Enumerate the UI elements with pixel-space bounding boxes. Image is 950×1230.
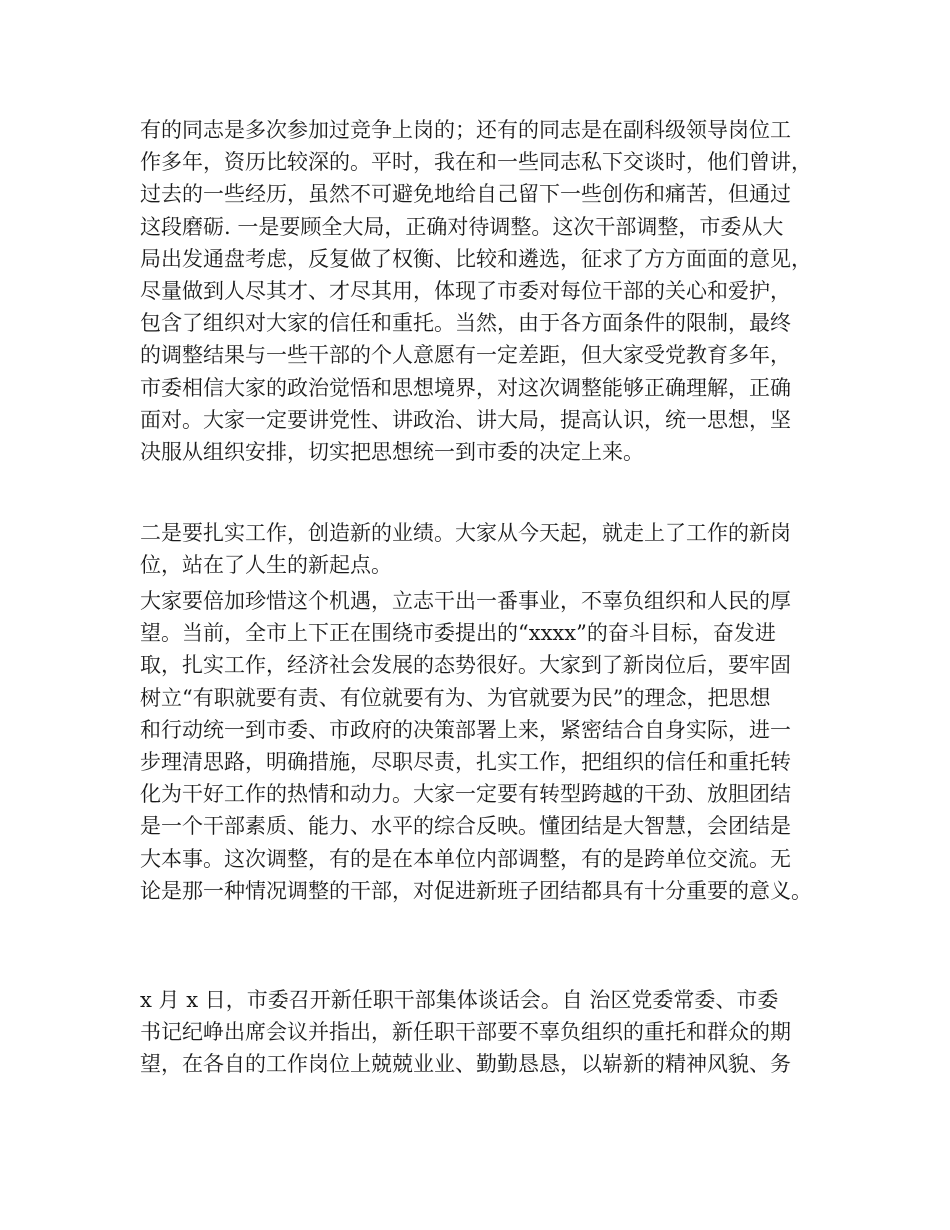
text-line: 决服从组织安排，切实把思想统一到市委的决定上来。: [140, 439, 644, 464]
text-line: 有的同志是多次参加过竞争上岗的；还有的同志是在副科级领导岗位工: [140, 118, 791, 142]
text-line: 书记纪峥出席会议并指出，新任职干部要不辜负组织的重托和群众的期: [140, 1020, 791, 1045]
text-line: 树立“有职就要有责、有位就要有为、为官就要为民”的理念，把思想: [140, 685, 771, 710]
text-line: 取，扎实工作，经济社会发展的态势很好。大家到了新岗位后，要牢固: [140, 653, 791, 678]
text-line: 步理清思路，明确措施，尽职尽责，扎实工作，把组织的信任和重托转: [140, 749, 791, 774]
text-line: 的调整结果与一些干部的个人意愿有一定差距，但大家受党教育多年，: [140, 343, 791, 368]
text-line: x 月 x 日，市委召开新任职干部集体谈话会。自 治区党委常委、市委: [140, 988, 779, 1012]
text-line: 市委相信大家的政治觉悟和思想境界，对这次调整能够正确理解，正确: [140, 375, 791, 400]
text-line: 大家要倍加珍惜这个机遇，立志干出一番事业，不辜负组织和人民的厚: [140, 589, 791, 613]
text-line: 望，在各自的工作岗位上兢兢业业、勤勤恳恳，以崭新的精神风貌、务: [140, 1052, 791, 1077]
text-line: 二是要扎实工作，创造新的业绩。大家从今天起，就走上了工作的新岗: [140, 520, 791, 545]
paragraph-1: [140, 114, 830, 468]
text-line: 面对。大家一定要讲党性、讲政治、讲大局，提高认识，统一思想，坚: [140, 407, 791, 432]
text-line: 论是那一种情况调整的干部，对促进新班子团结都具有十分重要的意义。: [140, 878, 812, 903]
paragraph-3: [140, 585, 830, 907]
text-line: 和行动统一到市委、市政府的决策部署上来，紧密结合自身实际，进一: [140, 717, 791, 742]
text-line: 望。当前，全市上下正在围绕市委提出的“xxxx”的奋斗目标，奋发进: [140, 621, 776, 646]
paragraph-4: [140, 984, 830, 1081]
text-line: 位，站在了人生的新起点。: [140, 552, 392, 577]
text-line: 包含了组织对大家的信任和重托。当然，由于各方面条件的限制，最终: [140, 311, 791, 336]
paragraph-2: [140, 517, 830, 581]
text-line: 尽量做到人尽其才、才尽其用，体现了市委对每位干部的关心和爱护，: [140, 278, 791, 303]
text-line: 大本事。这次调整，有的是在本单位内部调整，有的是跨单位交流。无: [140, 846, 791, 871]
text-line: 这段磨砺. 一是要顾全大局，正确对待调整。这次干部调整，市委从大: [140, 214, 784, 239]
text-line: 局出发通盘考虑，反复做了权衡、比较和遴选，征求了方方面面的意见，: [140, 246, 812, 271]
text-line: 化为干好工作的热情和动力。大家一定要有转型跨越的干劲、放胆团结: [140, 782, 791, 807]
text-line: 作多年，资历比较深的。平时，我在和一些同志私下交谈时，他们曾讲，: [140, 150, 812, 175]
text-line: 过去的一些经历，虽然不可避免地给自己留下一些创伤和痛苦，但通过: [140, 182, 791, 207]
text-line: 是一个干部素质、能力、水平的综合反映。懂团结是大智慧，会团结是: [140, 814, 791, 839]
